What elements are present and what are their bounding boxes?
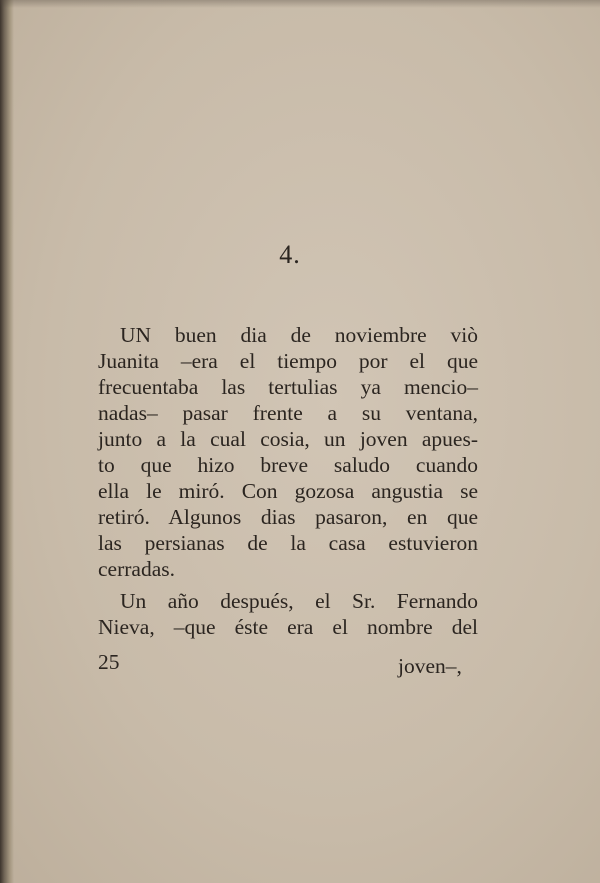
text-line: Un año después, el Sr. Fernando [120,589,478,613]
text-line: ella le miró. Con gozosa angustia se [98,479,478,503]
page-top-shadow [0,0,600,8]
catchword: joven–, [398,654,462,678]
paragraph-1 [98,322,478,582]
text-line: Juanita –era el tiempo por el que [98,349,478,373]
page-number: 25 [98,650,120,674]
paragraph-2 [98,588,478,640]
text-line: frecuentaba las tertulias ya mencio– [98,375,478,399]
text-line: las persianas de la casa estuvieron [98,531,478,555]
text-line: UN buen dia de noviembre viò [120,323,478,347]
text-line: to que hizo breve saludo cuando [98,453,478,477]
body-text [98,322,478,640]
text-line: nadas– pasar frente a su ventana, [98,401,478,425]
text-line: retiró. Algunos dias pasaron, en que [98,505,478,529]
text-line: junto a la cual cosia, un joven apues- [98,427,478,451]
book-spine-shadow [0,0,14,883]
chapter-number: 4. [279,240,301,269]
text-line: Nieva, –que éste era el nombre del [98,615,478,639]
text-line: cerradas. [98,557,175,581]
